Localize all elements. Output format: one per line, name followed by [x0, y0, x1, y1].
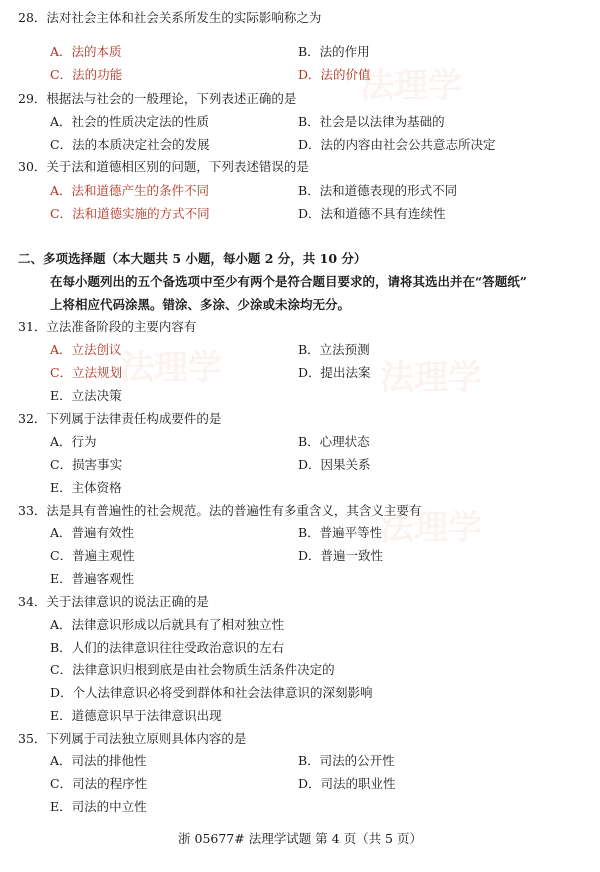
question-30-option-a: A．法和道德产生的条件不同 [50, 183, 210, 198]
question-35-option-e: E．司法的中立性 [50, 799, 147, 814]
question-28-stem: 28．法对社会主体和社会关系所发生的实际影响称之为 [18, 10, 322, 25]
section-2-instructions-2: 上将相应代码涂黑。错涂、多涂、少涂或未涂均无分。 [50, 297, 351, 312]
question-30-stem: 30．关于法和道德相区别的问题，下列表述错误的是 [18, 159, 309, 174]
section-2-instructions-1: 在每小题列出的五个备选项中至少有两个是符合题目要求的，请将其选出并在“答题纸” [50, 274, 527, 289]
question-31-option-e: E．立法决策 [50, 388, 122, 403]
question-32-stem: 32．下列属于法律责任构成要件的是 [18, 411, 222, 426]
question-32-option-c: C．损害事实 [50, 457, 123, 472]
question-29-option-d: D．法的内容由社会公共意志所决定 [298, 137, 496, 152]
question-29-stem: 29．根据法与社会的一般理论，下列表述正确的是 [18, 91, 297, 106]
question-33-option-b: B．普遍平等性 [298, 525, 383, 540]
question-35-option-a: A．司法的排他性 [50, 753, 147, 768]
watermark: 法理学 [360, 66, 462, 106]
question-34-option-b: B．人们的法律意识往往受政治意识的左右 [50, 640, 285, 655]
question-28-option-b: B．法的作用 [298, 44, 370, 59]
question-34-option-c: C．法律意识归根到底是由社会物质生活条件决定的 [50, 662, 335, 677]
question-34-stem: 34．关于法律意识的说法正确的是 [18, 594, 209, 609]
question-32-option-b: B．心理状态 [298, 434, 370, 449]
question-31-option-b: B．立法预测 [298, 342, 370, 357]
question-29-option-b: B．社会是以法律为基础的 [298, 114, 445, 129]
watermark: 法理学 [380, 508, 482, 548]
question-34-option-d: D．个人法律意识必将受到群体和社会法律意识的深刻影响 [50, 685, 373, 700]
question-29-option-c: C．法的本质决定社会的发展 [50, 137, 210, 152]
watermark: 法理学 [380, 358, 482, 398]
question-33-stem: 33．法是具有普遍性的社会规范。法的普遍性有多重含义，其含义主要有 [18, 503, 422, 518]
question-28-option-a: A．法的本质 [50, 44, 122, 59]
question-32-option-d: D．因果关系 [298, 457, 371, 472]
question-35-option-c: C．司法的程序性 [50, 776, 148, 791]
question-30-option-c: C．法和道德实施的方式不同 [50, 206, 210, 221]
page-footer: 浙 05677# 法理学试题 第 4 页（共 5 页） [178, 831, 422, 846]
question-32-option-a: A．行为 [50, 434, 97, 449]
question-28-option-d: D．法的价值 [298, 67, 371, 82]
watermark: 法理学 [120, 348, 222, 388]
question-30-option-b: B．法和道德表现的形式不同 [298, 183, 458, 198]
question-29-option-a: A．社会的性质决定法的性质 [50, 114, 210, 129]
question-35-option-d: D．司法的职业性 [298, 776, 396, 791]
question-32-option-e: E．主体资格 [50, 480, 122, 495]
question-34-option-e: E．道德意识早于法律意识出现 [50, 708, 222, 723]
question-33-option-a: A．普遍有效性 [50, 525, 135, 540]
question-31-option-d: D．提出法案 [298, 365, 371, 380]
question-31-option-c: C．立法规划 [50, 365, 123, 380]
question-33-option-c: C．普遍主观性 [50, 548, 135, 563]
question-34-option-a: A．法律意识形成以后就具有了相对独立性 [50, 617, 285, 632]
question-35-stem: 35．下列属于司法独立原则具体内容的是 [18, 731, 247, 746]
question-33-option-e: E．普遍客观性 [50, 571, 135, 586]
question-31-stem: 31．立法准备阶段的主要内容有 [18, 319, 197, 334]
question-28-option-c: C．法的功能 [50, 67, 123, 82]
question-30-option-d: D．法和道德不具有连续性 [298, 206, 446, 221]
section-2-title: 二、多项选择题（本大题共 5 小题，每小题 2 分，共 10 分） [18, 251, 367, 266]
question-33-option-d: D．普遍一致性 [298, 548, 384, 563]
question-31-option-a: A．立法创议 [50, 342, 122, 357]
question-35-option-b: B．司法的公开性 [298, 753, 395, 768]
